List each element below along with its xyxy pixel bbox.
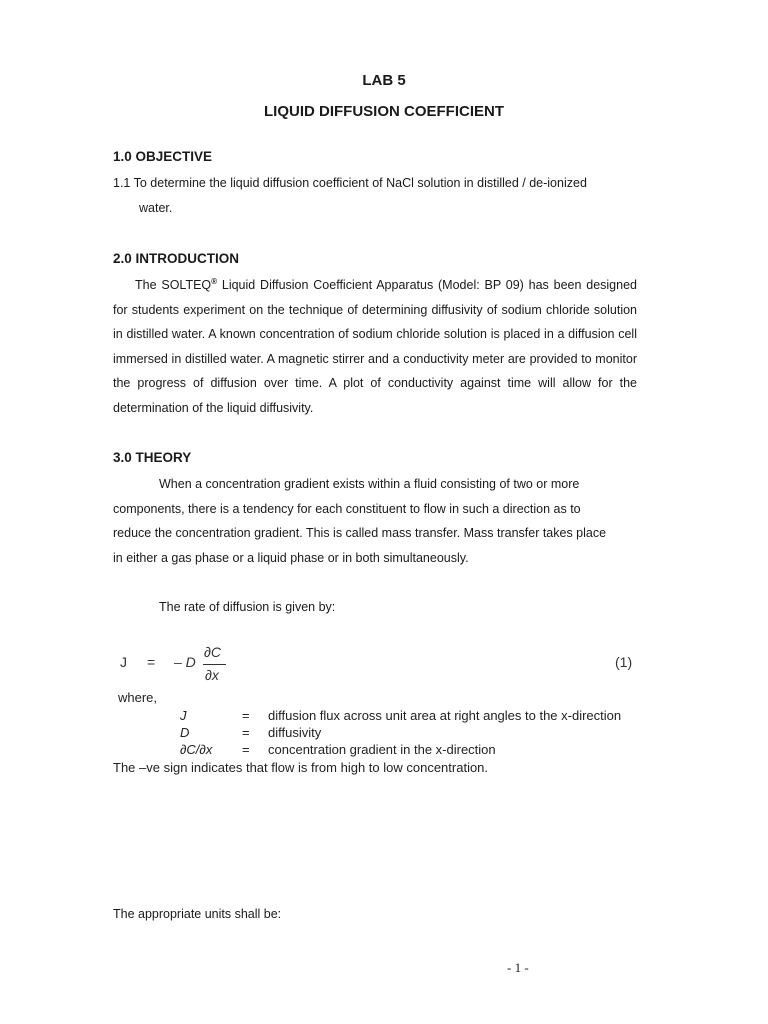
definition-symbol: D — [180, 725, 190, 740]
theory-line-2: components, there is a tendency for each constituent to flow in such a direction as to — [113, 502, 581, 516]
theory-line-3: reduce the concentration gradient. This is called mass transfer. Mass transfer takes place — [113, 526, 607, 540]
definition-equals: = — [242, 708, 250, 723]
definition-equals: = — [242, 725, 250, 740]
definition-row — [180, 707, 621, 724]
intro-text: Liquid Diffusion Coefficient Apparatus (Model: BP 09) has been designed for students experiment on the technique of determining diffusivity of sodium chloride solution in distilled water. A known concentration of sodium chloride solution is placed in a diffusion cell immersed in distilled water. A magnetic stirrer and a conductivity meter are provided to monitor the progress of diffusion over time. A plot of conductivity against time will allow for the determination of the liquid diffusivity. — [113, 278, 637, 415]
page-number: - 1 - — [507, 960, 529, 975]
definition-row — [180, 741, 621, 758]
theory-line-4: in either a gas phase or a liquid phase or in both simultaneously. — [113, 551, 469, 565]
definition-equals: = — [242, 742, 250, 757]
definition-meaning: diffusion flux across unit area at right angles to the x-direction — [268, 708, 622, 723]
definition-meaning: diffusivity — [268, 725, 322, 740]
objective-heading: 1.0 OBJECTIVE — [113, 149, 213, 164]
equation-denominator: ∂x — [205, 667, 219, 683]
units-intro: The appropriate units shall be: — [113, 907, 282, 921]
objective-item-line2: water. — [139, 201, 173, 215]
where-label: where, — [118, 690, 158, 705]
equation-numerator: ∂C — [204, 644, 222, 660]
objective-item-line1: 1.1 To determine the liquid diffusion coefficient of NaCl solution in distilled / de-ionized — [113, 176, 587, 190]
registered-mark: ® — [211, 276, 218, 286]
theory-heading: 3.0 THEORY — [113, 450, 192, 465]
theory-line-1: When a concentration gradient exists within a fluid consisting of two or more — [159, 477, 580, 491]
introduction-paragraph — [113, 273, 637, 420]
definition-meaning: concentration gradient in the x-direction — [268, 742, 496, 757]
fraction-bar — [203, 664, 226, 665]
document-title: LIQUID DIFFUSION COEFFICIENT — [264, 103, 504, 120]
definition-symbol: ∂C/∂x — [180, 742, 213, 757]
definition-row — [180, 724, 621, 741]
equation-equals: = — [147, 654, 156, 670]
definition-symbol: J — [180, 708, 187, 723]
rate-intro: The rate of diffusion is given by: — [159, 600, 336, 614]
lab-number: LAB 5 — [362, 72, 406, 89]
introduction-heading: 2.0 INTRODUCTION — [113, 251, 240, 266]
equation-lhs: J — [120, 654, 127, 670]
equation-minus-d: – D — [174, 654, 196, 670]
intro-brand: The SOLTEQ — [135, 278, 212, 292]
definitions-table — [180, 707, 621, 758]
equation-number: (1) — [615, 654, 633, 670]
sign-note: The –ve sign indicates that flow is from high to low concentration. — [113, 760, 489, 775]
